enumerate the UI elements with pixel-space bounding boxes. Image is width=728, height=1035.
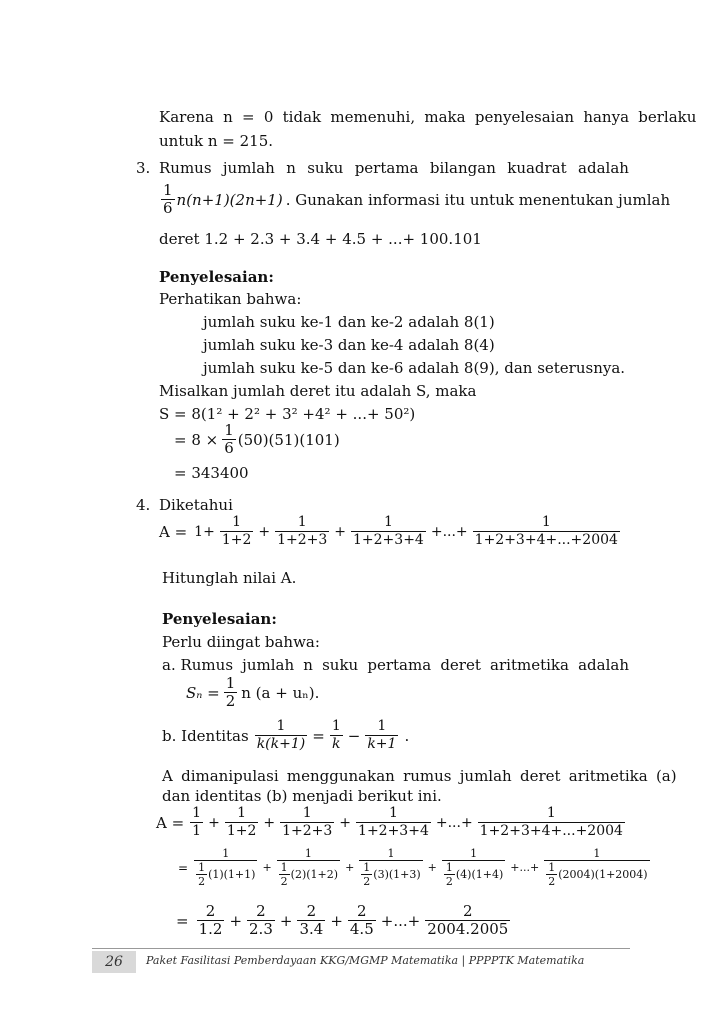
- word: a. Rumus: [162, 656, 234, 674]
- footer-divider: [92, 948, 630, 949]
- fraction: $\frac{2}{2.3}$: [249, 902, 273, 938]
- operator: +...+: [510, 861, 540, 874]
- note-line: Perhatikan bahwa:: [159, 290, 302, 308]
- operator: +: [279, 911, 293, 930]
- fraction: $\frac{1}{1+2+3}$: [277, 514, 328, 548]
- list-item: jumlah suku ke-3 dan ke-4 adalah 8(4): [203, 336, 495, 354]
- word: suku: [307, 159, 344, 177]
- fraction: $\frac{1}{6}$: [163, 181, 173, 217]
- sn-formula: Sₙ = $\frac{1}{2}$ n (a + uₙ).: [186, 674, 320, 710]
- word: n: [286, 159, 296, 177]
- nested-fraction: 1 $\frac{1}{2}$ (2004)(1+2004): [544, 847, 649, 888]
- nested-fraction: 1 $\frac{1}{2}$ (2)(1+2): [277, 847, 340, 888]
- instruction: . Gunakan informasi itu untuk menentukan jumlah: [285, 190, 671, 209]
- word: pertama: [354, 159, 419, 177]
- word: suku: [322, 656, 359, 674]
- word: Rumus: [159, 159, 212, 177]
- operator: +: [229, 911, 243, 930]
- fraction: $\frac{1}{2}$: [280, 861, 288, 888]
- operator: +: [330, 911, 343, 930]
- nested-fraction: 1 $\frac{1}{2}$ (1)(1+1): [194, 847, 257, 888]
- rule-a-line: [162, 656, 629, 674]
- step-equation: = 8 × $\frac{1}{6}$ (50)(51)(101): [174, 421, 340, 457]
- fraction: $\frac{1}{k+1}$: [367, 718, 397, 752]
- word: jumlah: [242, 656, 295, 674]
- fraction: $\frac{1}{1}$: [192, 805, 202, 839]
- paragraph-line: untuk n = 215.: [159, 132, 274, 150]
- series-line: deret 1.2 + 2.3 + 3.4 + 4.5 + ...+ 100.101: [159, 230, 482, 248]
- fraction: $\frac{1}{1+2+3+4}$: [358, 805, 429, 839]
- fraction: $\frac{2}{2004.2005}$: [427, 902, 509, 938]
- operator: +...+: [430, 523, 468, 540]
- problem-number: 3.: [136, 159, 151, 177]
- fraction: $\frac{1}{2}$: [445, 861, 453, 888]
- word: kuadrat: [507, 159, 567, 177]
- word: deret: [440, 656, 481, 674]
- misal-line: Misalkan jumlah deret itu adalah S, maka: [159, 382, 477, 400]
- word: n: [303, 656, 313, 674]
- fraction: $\frac{2}{4.5}$: [349, 902, 374, 938]
- operator: +: [427, 861, 437, 874]
- nested-fraction: 1 $\frac{1}{2}$ (3)(1+3): [359, 847, 422, 888]
- equation-3: = $\frac{2}{1.2}$ + $\frac{2}{2.3}$ + $\frac{2}{3.4}$ + $\frac{2}{4.5}$ +...+ $\frac{2}{2004.2005}$: [176, 902, 509, 938]
- fraction: $\frac{1}{k(k+1)}$: [256, 718, 306, 752]
- list-item: jumlah suku ke-1 dan ke-2 adalah 8(1): [203, 313, 495, 331]
- operator: +: [208, 814, 220, 831]
- operator: +: [345, 861, 355, 874]
- given-label: Diketahui: [159, 496, 233, 514]
- manipulation-line: dan identitas (b) menjadi berikut ini.: [162, 787, 442, 805]
- operator: +: [334, 523, 347, 540]
- fraction: $\frac{2}{1.2}$: [198, 902, 223, 938]
- word: adalah: [578, 656, 629, 674]
- operator: +: [258, 523, 271, 540]
- problem-number: 4.: [136, 496, 151, 514]
- operator: +: [339, 814, 352, 831]
- word: jumlah: [222, 159, 275, 177]
- word: pertama: [367, 656, 432, 674]
- nested-fraction: 1 $\frac{1}{2}$ (4)(1+4): [442, 847, 505, 888]
- equation-2: = 1 $\frac{1}{2}$ (1)(1+1) + 1 $\frac{1}{2}$ (2)(1+2) + 1 $\frac{1}{2}$ (3)(1+3) + 1 $\frac{1}{2}$ (4)(1+4) +...+ 1 $\frac{1}{2}$ (2004)(1+2004): [178, 847, 648, 888]
- operator: +: [263, 814, 276, 831]
- sum-formula: n(n+1)(2n+1): [176, 190, 283, 209]
- solution-title: Penyelesaian:: [159, 268, 274, 286]
- solution-title: Penyelesaian:: [162, 610, 277, 628]
- recall-line: Perlu diingat bahwa:: [162, 633, 320, 651]
- problem-3-intro: [159, 159, 629, 177]
- word: adalah: [578, 159, 629, 177]
- a-definition: A = 1+ $\frac{1}{1+2}$ + $\frac{1}{1+2+3}$ + $\frac{1}{1+2+3+4}$ +...+ $\frac{1}{1+2+3+4+...+2004}$: [159, 514, 618, 548]
- fraction: $\frac{1}{2}$: [198, 861, 206, 888]
- list-item: jumlah suku ke-5 dan ke-6 adalah 8(9), dan seterusnya.: [203, 359, 626, 377]
- problem-3-formula-line: [159, 181, 671, 217]
- fraction: $\frac{1}{6}$: [224, 421, 234, 457]
- word: aritmetika: [490, 656, 569, 674]
- page-number: 26: [92, 951, 136, 973]
- operator: 1+: [194, 523, 215, 540]
- operator: +...+: [380, 911, 421, 930]
- word: bilangan: [429, 159, 496, 177]
- fraction: $\frac{1}{1+2+3}$: [282, 805, 333, 839]
- identity-line: b. Identitas $\frac{1}{k(k+1)}$ = $\frac{1}{k}$ − $\frac{1}{k+1}$ .: [162, 718, 410, 752]
- fraction: $\frac{1}{1+2+3+4}$: [353, 514, 424, 548]
- fraction: $\frac{1}{2}$: [363, 861, 371, 888]
- fraction: $\frac{1}{1+2+3+4+...+2004}$: [474, 514, 618, 548]
- paragraph-line: Karena n = 0 tidak memenuhi, maka penyelesaian hanya berlaku: [159, 108, 697, 126]
- fraction: $\frac{1}{1+2+3+4+...+2004}$: [479, 805, 623, 839]
- fraction: $\frac{2}{3.4}$: [299, 902, 324, 938]
- manipulation-line: A dimanipulasi menggunakan rumus jumlah deret aritmetika (a): [162, 767, 677, 785]
- operator: +...+: [435, 814, 473, 831]
- fraction: $\frac{1}{2}$: [548, 861, 556, 888]
- fraction: $\frac{1}{k}$: [331, 718, 341, 752]
- fraction: $\frac{1}{1+2}$: [226, 805, 257, 839]
- result-line: = 343400: [174, 464, 249, 482]
- s-equation: S = 8(1² + 2² + 3² +4² + ...+ 50²): [159, 405, 416, 423]
- question-line: Hitunglah nilai A.: [162, 569, 297, 587]
- equation-1: A = $\frac{1}{1}$ + $\frac{1}{1+2}$ + $\frac{1}{1+2+3}$ + $\frac{1}{1+2+3+4}$ +...+ $\frac{1}{1+2+3+4+...+2004}$: [156, 805, 623, 839]
- operator: +: [262, 861, 272, 874]
- footer-text: Paket Fasilitasi Pemberdayaan KKG/MGMP Matematika | PPPPTK Matematika: [146, 954, 585, 967]
- fraction: $\frac{1}{2}$: [225, 674, 236, 710]
- fraction: $\frac{1}{1+2}$: [221, 514, 252, 548]
